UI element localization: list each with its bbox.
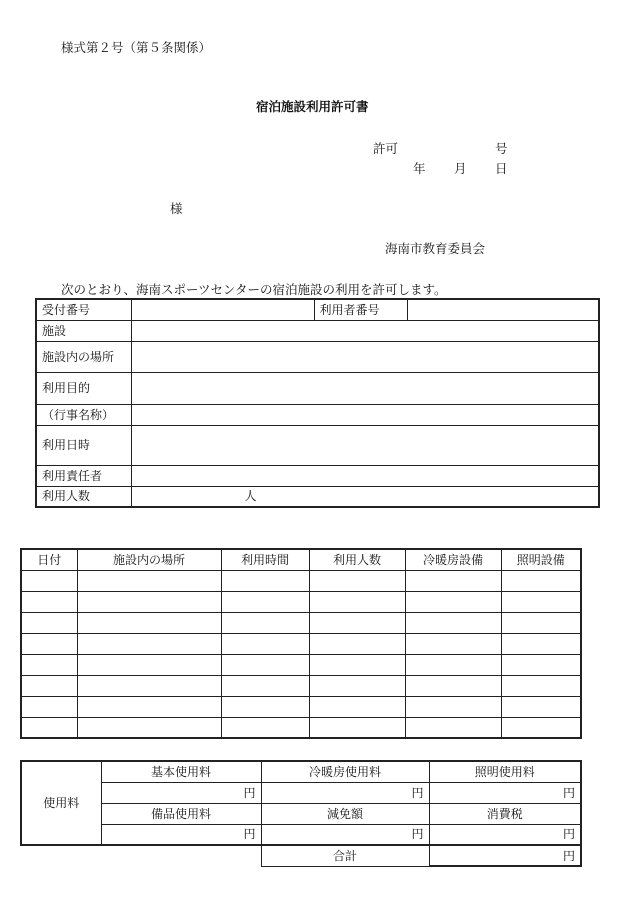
schedule-cell [21,717,77,738]
total-label: 合計 [261,845,429,866]
schedule-header-location: 施設内の場所 [77,549,221,570]
user-number-label: 利用者番号 [314,299,407,320]
schedule-row [21,696,581,717]
schedule-cell [21,696,77,717]
schedule-cell [405,654,501,675]
responsible-value [131,465,599,486]
schedule-header-time: 利用時間 [221,549,309,570]
facility-label: 施設 [36,320,131,341]
schedule-cell [309,717,405,738]
basic-fee-value: 円 [101,782,261,803]
schedule-cell [221,591,309,612]
schedule-cell [405,717,501,738]
lighting-fee-label: 照明使用料 [429,761,581,782]
reception-number-value [131,299,314,320]
equipment-fee-value: 円 [101,824,261,845]
permit-statement: 次のとおり、海南スポーツセンターの宿泊施設の利用を許可します。 [61,282,447,297]
issuer-name: 海南市教育委員会 [385,241,486,256]
schedule-cell [21,591,77,612]
reception-number-label: 受付番号 [36,299,131,320]
schedule-header-date: 日付 [21,549,77,570]
schedule-cell [501,696,581,717]
tax-label: 消費税 [429,803,581,824]
schedule-cell [501,612,581,633]
schedule-cell [21,633,77,654]
schedule-cell [405,633,501,654]
permit-label: 許可 [373,141,399,156]
schedule-cell [77,633,221,654]
document-title: 宿泊施設利用許可書 [256,99,369,114]
schedule-cell [309,696,405,717]
schedule-row [21,633,581,654]
people-unit: 人 [244,489,257,504]
schedule-cell [21,612,77,633]
people-count-label: 利用人数 [36,486,131,507]
schedule-table [20,548,582,739]
schedule-row [21,570,581,591]
equipment-fee-label: 備品使用料 [101,803,261,824]
fee-spacer-2 [101,845,261,866]
schedule-header-row [21,549,581,570]
schedule-cell [77,717,221,738]
facility-value [131,320,599,341]
schedule-cell [309,612,405,633]
schedule-cell [221,612,309,633]
schedule-cell [405,591,501,612]
schedule-cell [77,675,221,696]
schedule-cell [309,675,405,696]
basic-fee-label: 基本使用料 [101,761,261,782]
schedule-header-lighting: 照明設備 [501,549,581,570]
schedule-row [21,591,581,612]
location-value [131,341,599,372]
schedule-cell [405,696,501,717]
schedule-row [21,675,581,696]
schedule-cell [77,654,221,675]
schedule-row [21,654,581,675]
schedule-header-ac: 冷暖房設備 [405,549,501,570]
event-name-value [131,404,599,425]
user-number-value [407,299,599,320]
schedule-cell [77,591,221,612]
fee-spacer-1 [21,845,101,866]
schedule-cell [501,675,581,696]
schedule-cell [221,654,309,675]
schedule-cell [501,633,581,654]
form-number: 様式第２号（第５条関係） [61,40,212,55]
purpose-label: 利用目的 [36,372,131,404]
schedule-cell [221,570,309,591]
schedule-cell [309,633,405,654]
event-name-label: （行事名称） [36,404,131,425]
schedule-cell [221,696,309,717]
schedule-cell [309,570,405,591]
schedule-cell [21,675,77,696]
schedule-cell [221,717,309,738]
schedule-cell [221,675,309,696]
people-count-value [131,486,599,507]
schedule-cell [77,696,221,717]
purpose-value [131,372,599,404]
schedule-cell [21,654,77,675]
schedule-cell [309,591,405,612]
schedule-cell [309,654,405,675]
datetime-label: 利用日時 [36,425,131,465]
schedule-cell [77,570,221,591]
schedule-cell [405,570,501,591]
schedule-cell [221,633,309,654]
schedule-cell [405,612,501,633]
permit-number-suffix: 号 [495,141,508,156]
schedule-cell [405,675,501,696]
tax-value: 円 [429,824,581,845]
reduction-label: 減免額 [261,803,429,824]
addressee-suffix: 様 [170,201,183,216]
schedule-row [21,717,581,738]
ac-fee-value: 円 [261,782,429,803]
schedule-cell [21,570,77,591]
schedule-cell [501,717,581,738]
total-value: 円 [429,845,581,866]
date-year: 年 [413,161,426,176]
fee-table [20,760,582,867]
date-month: 月 [454,161,467,176]
fee-label: 使用料 [21,761,101,845]
date-day: 日 [495,161,508,176]
permit-info-table [35,298,600,508]
schedule-cell [501,570,581,591]
reduction-value: 円 [261,824,429,845]
schedule-header-people: 利用人数 [309,549,405,570]
responsible-label: 利用責任者 [36,465,131,486]
datetime-value [131,425,599,465]
location-label: 施設内の場所 [36,341,131,372]
schedule-cell [77,612,221,633]
ac-fee-label: 冷暖房使用料 [261,761,429,782]
schedule-cell [501,654,581,675]
lighting-fee-value: 円 [429,782,581,803]
schedule-row [21,612,581,633]
schedule-cell [501,591,581,612]
